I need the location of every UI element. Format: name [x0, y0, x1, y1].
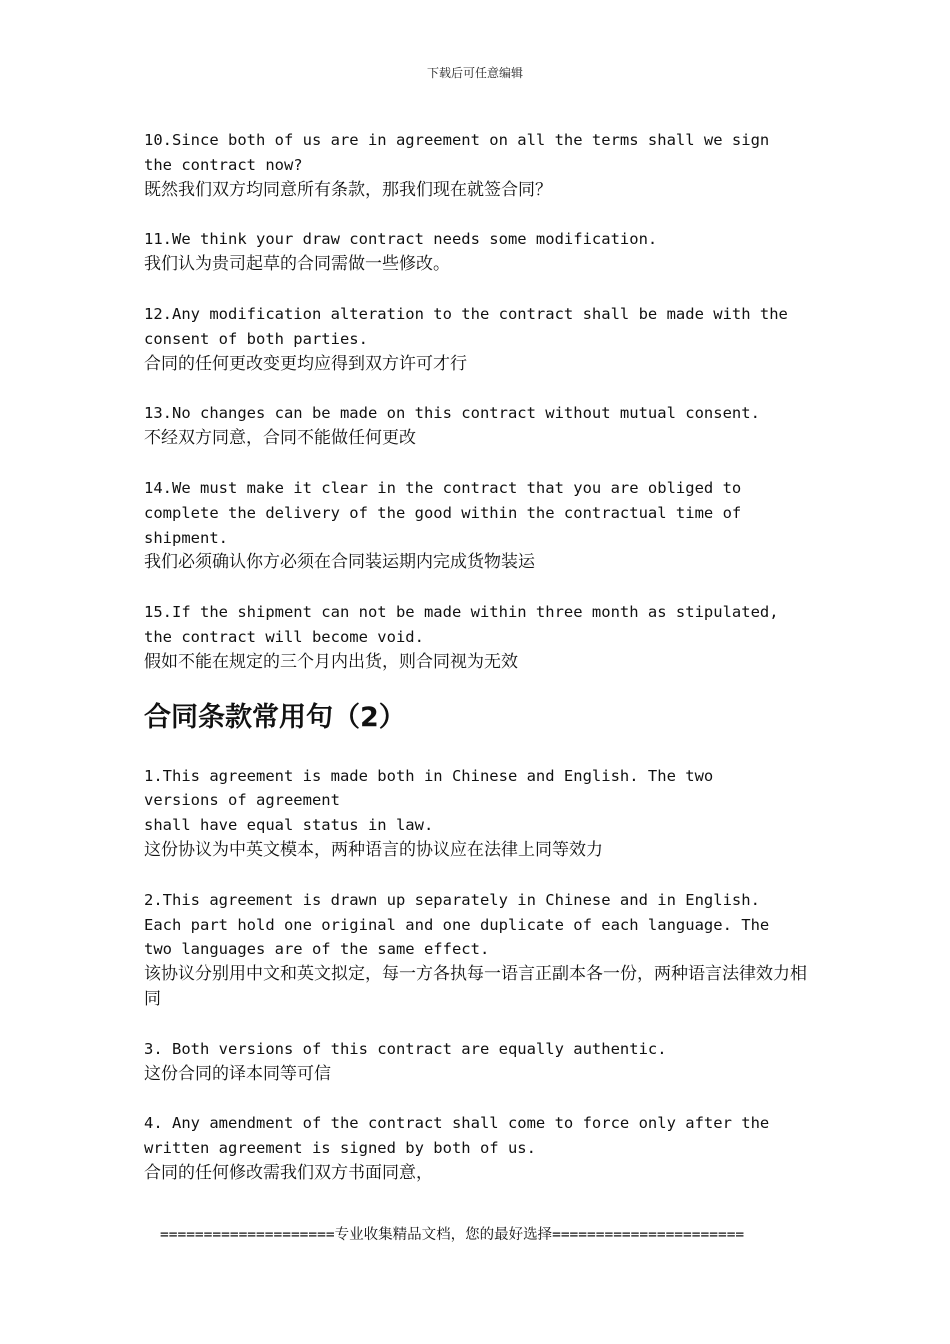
- chinese-translation: 合同的任何修改需我们双方书面同意，: [144, 1162, 433, 1183]
- list-item: [144, 764, 814, 863]
- list-item: [144, 401, 814, 451]
- chinese-translation: 假如不能在规定的三个月内出货，则合同视为无效: [144, 651, 518, 672]
- english-sentence: 12.Any modification alteration to the contract shall be made with the consent of both parties.: [144, 304, 788, 348]
- list-item: [144, 227, 814, 277]
- english-sentence: 15.If the shipment can not be made within three month as stipulated, the contract will become void.: [144, 603, 779, 646]
- chinese-translation: 这份合同的译本同等可信: [144, 1063, 331, 1084]
- page-header: 下载后可任意编辑: [426, 66, 523, 80]
- english-sentence: 4. Any amendment of the contract shall come to force only after the written agreement is signed by both of us.: [144, 1114, 770, 1158]
- english-sentence: 3. Both versions of this contract are equally authentic.: [144, 1039, 667, 1058]
- chinese-translation: 该协议分别用中文和英文拟定，每一方各执每一语言正副本各一份，两种语言法律效力相同: [144, 964, 807, 1009]
- chinese-translation: 不经双方同意，合同不能做任何更改: [144, 428, 416, 449]
- list-item: [144, 128, 814, 202]
- english-sentence: 2.This agreement is drawn up separately in Chinese and in English. Each part hold one original and one duplicate of each language. The two languages are of the same effect.: [144, 890, 770, 959]
- section-title: 合同条款常用句（2）: [144, 701, 406, 733]
- list-item: [144, 600, 814, 674]
- chinese-translation: 我们认为贵司起草的合同需做一些修改。: [144, 254, 450, 275]
- chinese-translation: 合同的任何更改变更均应得到双方许可才行: [144, 353, 467, 374]
- english-sentence: 10.Since both of us are in agreement on all the terms shall we sign the contract now?: [144, 131, 770, 174]
- english-sentence: 13.No changes can be made on this contract without mutual consent.: [144, 404, 760, 423]
- english-sentence: 1.This agreement is made both in Chinese and English. The two versions of agreement shall have equal status in law.: [144, 766, 714, 835]
- english-sentence: 11.We think your draw contract needs some modification.: [144, 230, 658, 249]
- english-sentence: 14.We must make it clear in the contract that you are obliged to complete the delivery of the good within the contractual time of shipment.: [144, 478, 742, 547]
- footer-text: ====================专业收集精品文档，您的最好选择======================: [160, 1227, 745, 1243]
- page-footer: [144, 1225, 814, 1245]
- document-body: [144, 128, 814, 1211]
- list-item: [144, 302, 814, 376]
- list-item: [144, 888, 814, 1012]
- chinese-translation: 这份协议为中英文模本，两种语言的协议应在法律上同等效力: [144, 839, 603, 860]
- list-item: [144, 1111, 814, 1185]
- chinese-translation: 既然我们双方均同意所有条款，那我们现在就签合同？: [144, 179, 552, 200]
- list-item: [144, 476, 814, 575]
- chinese-translation: 我们必须确认你方必须在合同装运期内完成货物装运: [144, 552, 535, 573]
- list-item: [144, 1037, 814, 1087]
